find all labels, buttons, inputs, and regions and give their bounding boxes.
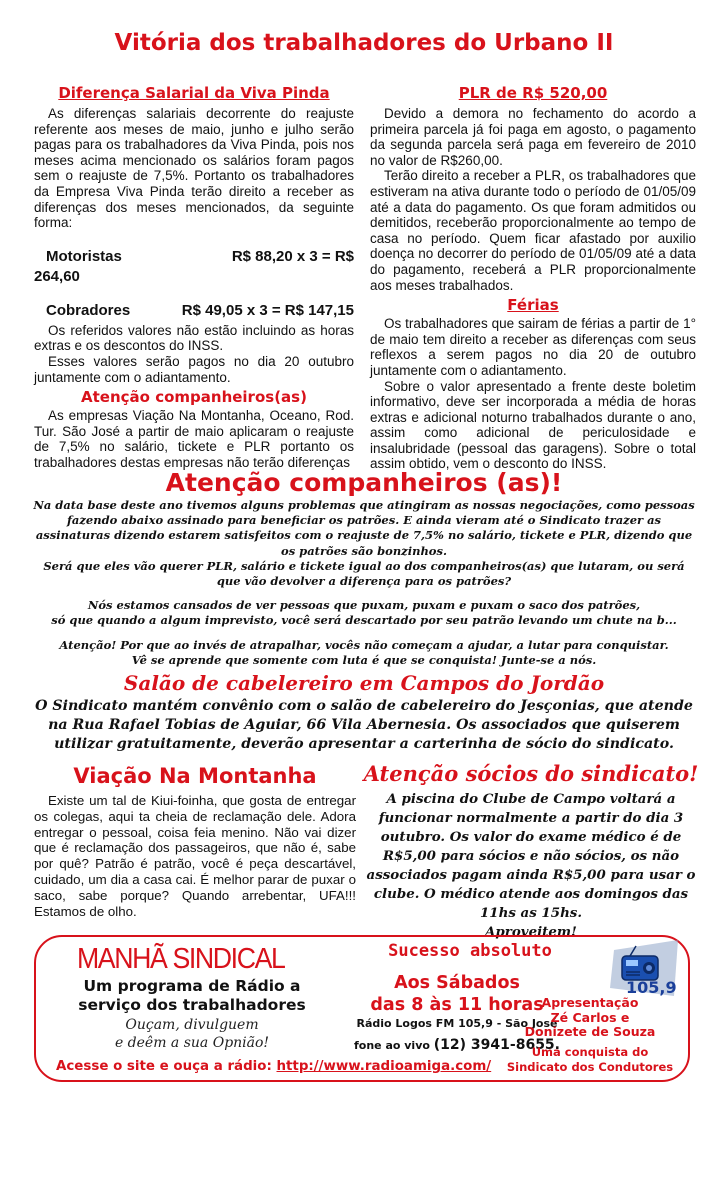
radio-site-link[interactable]: http://www.radioamiga.com/ [276,1059,492,1074]
motoristas-calc: R$ 88,20 x 3 = R$ [231,247,354,265]
right-column [370,84,696,472]
section-heading-diferenca: Diferença Salarial da Viva Pinda [58,84,330,102]
schedule-line: Aos Sábados [394,973,520,993]
phone-label: fone ao vivo [353,1039,430,1052]
motoristas-row [34,247,354,267]
atencao-body [30,498,698,668]
paragraph: Os referidos valores não estão incluindo as horas extras e os descontos do INSS. [34,322,354,354]
paragraph: Os trabalhadores que sairam de férias a partir de 1° de maio tem direito a receber as diferenças com seus reflexos a serem pagos no dia 20 de outubro juntamente com o adiantamento. [370,316,696,378]
atencao-paragraph: Atenção! Por que ao invés de atrapalhar, vocês não começam a ajudar, a lutar para conquistar. [59,637,669,652]
socios-heading: Atenção sócios do sindicato! [363,761,699,786]
paragraph: Terão direito a receber a PLR, os trabalhadores que estiveram na ativa durante todo o período de 01/05/09 até a data do pagamento. Os que foram admitidos ou demitidos, receberão proporcionalmente ao tempo de casa no período. Quem ficar afastado por auxilio doença no decorrer do período de 01/05/09 até a data do pagamento, receberá a PLR proporcionalmente aos meses trabalhados. [370,168,696,293]
program-description [74,977,310,1015]
section-heading-plr: PLR de R$ 520,00 [458,84,608,102]
conquista-line: Uma conquista do [531,1045,649,1059]
socios-closing: Aproveitem! [485,924,577,940]
acesse-line [56,1059,496,1074]
section-heading-ferias: Férias [507,296,559,315]
program-line: Um programa de Rádio a [83,977,301,995]
motoristas-total: 264,60 [34,267,80,285]
paragraph: As diferenças salariais decorrente do reajuste referente aos meses de maio, junho e julho serão pagas para os trabalhadores da Viva Pinda, pois nos meses acima mencionado os salários foram pagos sem o reajuste de 7,5%. Portanto os trabalhadores da Empresa Viva Pinda terão direito a receber as diferenças dos meses mencionados, da seguinte forma: [34,106,354,231]
atencao-heading: Atenção companheiros (as)! [165,468,563,497]
socios-text: A piscina do Clube de Campo voltará a funcionar normalmente a partir do dia 3 outubro. Os valor do exame médico é de R$5,00 para sócios e não sócios, os não associados pagam ainda R$5,00 para usar o clube. O médico atende aos domingos das 11hs as 15hs. [366,791,696,921]
viacao-heading: Viação Na Montanha [73,764,317,788]
salao-heading: Salão de cabelereiro em Campos do Jordão [123,671,605,695]
program-line: serviço dos trabalhadores [78,996,306,1014]
frequency-label: 105,9 [626,978,677,997]
cobradores-row [34,301,354,321]
atencao-paragraph: só que quando a algum imprevisto, você será descartado por seu patrão levando um chute na b... [51,613,677,628]
presenters [510,996,670,1040]
cobradores-label: Cobradores [46,301,131,319]
viacao-text: Existe um tal de Kiui-foinha, que gosta de entregar os colegas, aqui ta cheia de reclamação dele. Adora entregar o pessoal, coisa feia menino. Não vai dizer que é reclamação dos passageiros, que não é, sabe por quê? Patrão é patrão, você é peça descartável, cuidado, um dia a casa cai. É melhor parar de puxar o saco, sabe porque? Quando arrebentar, UFA!!! Estamos de olho. [34,793,356,919]
salao-text: O Sindicato mantém convênio com o salão de cabelereiro do Jesçonias, que atende na Rua Rafael Tobias de Aguiar, 66 Vila Abernesia. Os associados que quiserem utilizar gratuitamente, deverão apresentar a carterinha de sócio do sindicato. [35,698,693,752]
cobradores-calc: R$ 49,05 x 3 = R$ 147,15 [181,301,354,319]
page-title: Vitória dos trabalhadores do Urbano II [114,30,614,56]
paragraph: Devido a demora no fechamento do acordo a primeira parcela já foi paga em agosto, o pagamento da segunda parcela será paga em fevereiro de 2010 no valor de R$260,00. [370,106,696,168]
paragraph: Esses valores serão pagos no dia 20 outubro juntamente com o adiantamento. [34,353,354,385]
oucam-text [74,1016,310,1052]
presenters-line: Apresentação [541,995,639,1010]
phone-number: (12) 3941-8655. [433,1037,560,1053]
paragraph: Sobre o valor apresentado a frente deste boletim informativo, deve ser incorporada a média de horas extras e adicional noturno trabalhados durante o ano, assim como adicional de periculosidade e insalubridade (pessoal das garagens). Sobre o total assim obtido, vem o desconto do INSS. [370,378,696,472]
paragraph: As empresas Viação Na Montanha, Oceano, Rod. Tur. São José a partir de maio aplicaram o reajuste de 7,5% no salário, tickete e PLR portanto os trabalhadores destas empresas não terão diferenças [34,408,354,470]
acesse-label: Acesse o site e ouça a rádio: [56,1059,272,1074]
atencao-paragraph: Será que eles vão querer PLR, salário e tickete igual ao dos companheiros(as) que lutaram, ou será que vão devolver a diferença para os patrões? [43,558,685,589]
conquista-line: Sindicato dos Condutores [506,1059,674,1074]
manha-sindical-logo: MANHÃ SINDICAL [76,943,285,975]
motoristas-label: Motoristas [46,247,122,265]
sucesso-text: Sucesso absoluto [388,941,552,961]
left-column [34,84,354,471]
oucam-line: e deêm a sua Opnião! [114,1035,270,1051]
conquista-text [500,1045,680,1074]
presenters-line: Donizete de Souza [524,1024,656,1040]
station-name: Rádio Logos FM 105,9 - São José [356,1017,558,1030]
socios-body [362,790,700,942]
schedule-line: das 8 às 11 horas [370,995,544,1015]
presenters-line: Zé Carlos e [550,1009,630,1025]
atencao-paragraph: Na data base deste ano tivemos alguns problemas que atingiram as nossas negociações, como pessoas fazendo abaixo assinado para beneficiar os patrões. E ainda vieram até o Sindicato trazer as assinaturas dizendo estarem satisfeitos com o reajuste de 7,5% no salário, tickete e PLR, dizendo que os patrões são bonzinhos. [33,498,695,558]
oucam-line: Ouçam, divulguem [125,1017,259,1033]
atencao-paragraph: Vê se aprende que somente com luta é que se conquista! Junte-se a nós. [131,652,597,667]
atencao-paragraph: Nós estamos cansados de ver pessoas que puxam, puxam e puxam o saco dos patrões, [87,598,641,613]
section-heading-atencao: Atenção companheiros(as) [81,388,307,407]
